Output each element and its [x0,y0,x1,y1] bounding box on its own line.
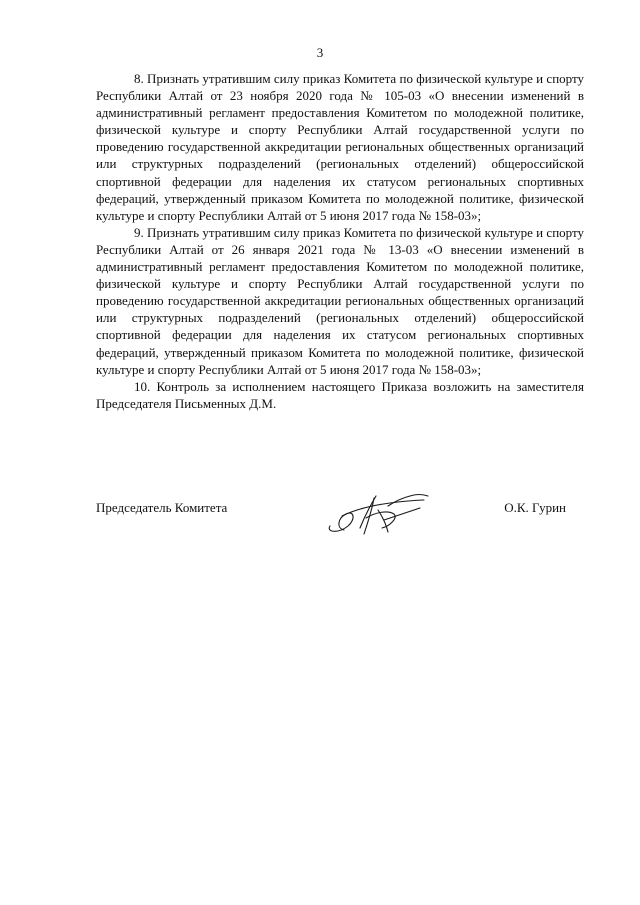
signatory-title: Председатель Комитета [96,500,228,515]
handwritten-signature [324,488,444,540]
signature-block [96,488,584,548]
signatory-name: О.К. Гурин [504,500,566,515]
page-number: 3 [316,45,324,60]
paragraph-item-9: 9. Признать утратившим силу приказ Комитета по физической культуре и спорту Республики Алтай от 26 января 2021 года № 13-03 «О внесении изменений в административный регламент предоставления Комитетом по молодежной политике, физической культуре и спорту Республики Алтай государственной услуги по проведению государственной аккредитации региональных общественных организаций или структурных подразделений (региональных отделений) общероссийской спортивной федерации для наделения их статусом региональных спортивных федераций, утвержденный приказом Комитета по молодежной политике, физической культуре и спорту Республики Алтай от 5 июня 2017 года № 158-03»; [96,224,584,377]
document-body [96,70,584,412]
paragraph-item-8: 8. Признать утратившим силу приказ Комитета по физической культуре и спорту Республики Алтай от 23 ноября 2020 года № 105-03 «О внесении изменений в административный регламент предоставления Комитетом по молодежной политике, физической культуре и спорту Республики Алтай государственной услуги по проведению государственной аккредитации региональных общественных организаций или структурных подразделений (региональных отделений) общероссийской спортивной федерации для наделения их статусом региональных спортивных федераций, утвержденный приказом Комитета по молодежной политике, физической культуре и спорту Республики Алтай от 5 июня 2017 года № 158-03»; [96,71,584,223]
paragraph-item-10: 10. Контроль за исполнением настоящего Приказа возложить на заместителя Председателя Письменных Д.М. [96,378,584,411]
